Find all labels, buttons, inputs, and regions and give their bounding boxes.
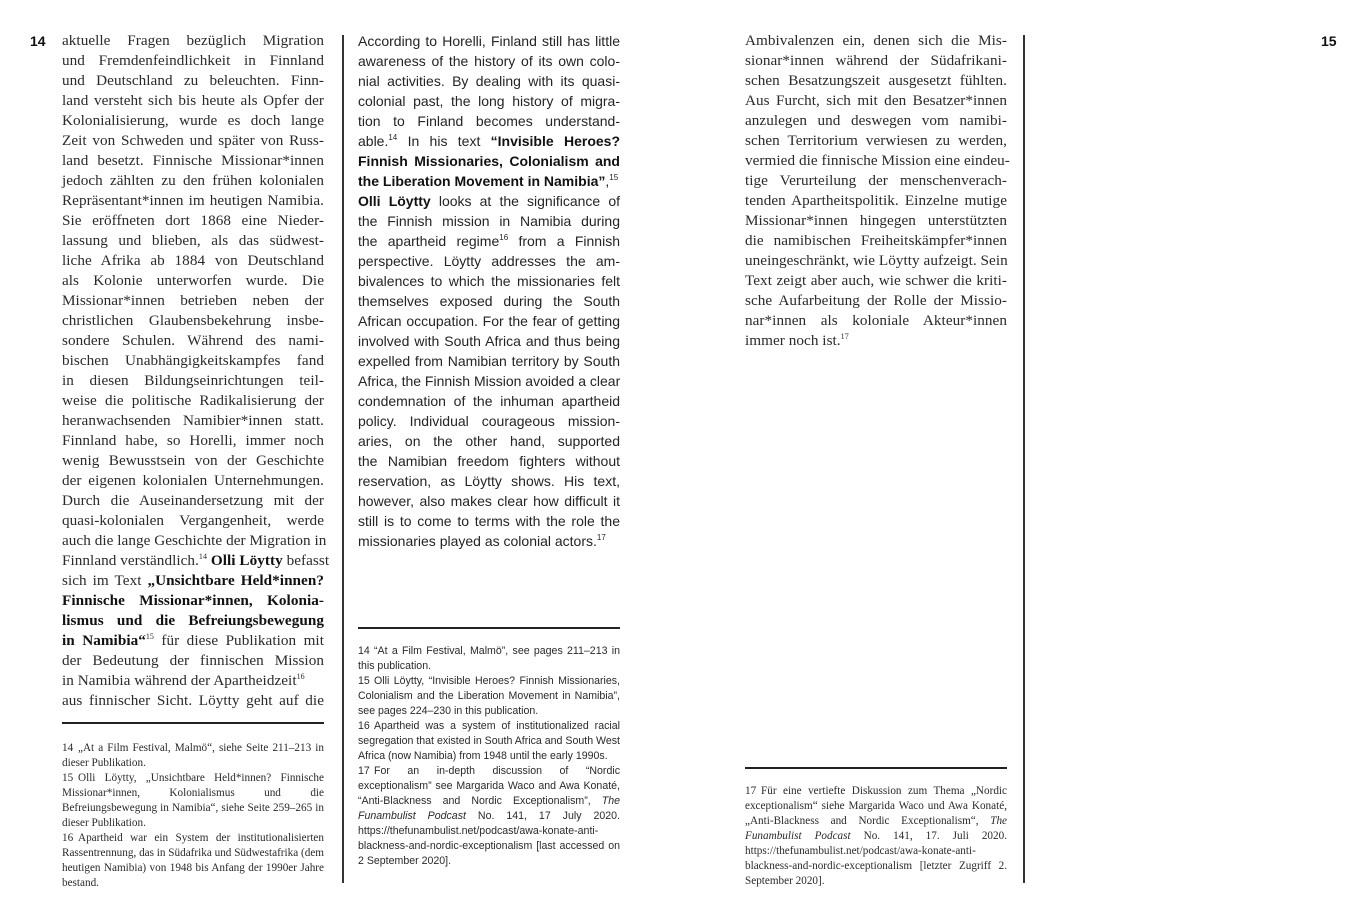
text-line: the apartheid regime$^{16}$ from a Finnish <box>358 233 620 249</box>
text-line: sondere Schulen. Während des nami- <box>62 332 324 349</box>
text-line: aktuelle Fragen bezüglich Migration <box>62 32 324 49</box>
text-line: Missionar*innen betrieben neben der <box>62 292 324 309</box>
text-line: Zeit von Schweden und später von Russ- <box>62 132 324 149</box>
author-name: Olli Löytty <box>358 193 431 209</box>
footnote-ref[interactable]: 16 <box>296 672 305 681</box>
text-line: christlichen Glaubensbekehrung insbe- <box>62 312 324 329</box>
page-number-right: 15 <box>1321 33 1337 49</box>
footnote-number: 14 <box>358 645 370 657</box>
text-line: bivalences to which the missionaries felt <box>358 273 620 289</box>
text-line: Aus Furcht, sich mit den Besatzer*innen <box>745 92 1007 109</box>
footnote-number: 14 <box>62 742 74 754</box>
text-line: heranwachsenden Namibier*innen statt. <box>62 412 324 429</box>
text-line: expelled from Namibian territory by South <box>358 353 620 369</box>
text-line: aus finnischer Sicht. Löytty geht auf die <box>62 692 324 709</box>
footnote-text: “At a Film Festival, Malmö”, see pages 211–213 in this publication. <box>358 645 620 672</box>
text-line: themselves exposed during the South <box>358 293 620 309</box>
english-body-column <box>358 31 620 551</box>
text-line: in Namibia während der Apartheidzeit$^{16}$ <box>62 672 305 689</box>
footnote-ref[interactable]: 17 <box>840 332 849 341</box>
text-line: jedoch zählten zu den frühen kolonialen <box>62 172 324 189</box>
text-line: Kolonialisierung, wurde es doch lange <box>62 112 324 129</box>
text-line: however, also makes clear how difficult it <box>358 493 620 509</box>
footnote <box>358 674 620 719</box>
text-line: sche Aufarbeitung der Rolle der Missio- <box>745 292 1007 309</box>
footnote-number: 16 <box>62 832 74 844</box>
text-line: als Kolonie unterworfen wurde. Die <box>62 272 324 289</box>
text-line: Finnland verständlich.$^{14}$ Olli Löytty befasst <box>62 552 330 569</box>
article-title: in Namibia“ <box>62 632 146 649</box>
footnote <box>745 784 1007 889</box>
column-divider <box>1023 35 1025 883</box>
footnotes-german-right <box>745 784 1007 889</box>
article-title: lismus und die Befreiungsbewegung <box>62 612 324 629</box>
text-line: sionar*innen während der Südafrikani- <box>745 52 1007 69</box>
text-line: Finnland habe, so Horelli, immer noch <box>62 432 324 449</box>
text-line: lassung und blieben, als das südwest- <box>62 232 324 249</box>
text-line <box>62 591 324 611</box>
footnotes-english <box>358 644 620 869</box>
text-line: Missionar*innen hingegen unterstützten <box>745 212 1007 229</box>
text-line: land versteht sich bis heute als Opfer der <box>62 92 324 109</box>
text-line: auch die lange Geschichte der Migration in <box>62 532 327 549</box>
text-line: Olli Löytty looks at the significance of <box>358 193 620 209</box>
text-line: vermied die finnische Mission eine eindeu- <box>745 152 1010 169</box>
text-line: der eigenen kolonialen Unternehmungen. <box>62 472 324 489</box>
footnote <box>358 764 620 869</box>
footnote-number: 16 <box>358 720 370 732</box>
footnote-text: Apartheid war ein System der institutionalisierten Rassentrennung, das in Südafrika und Südwestafrika (dem heutigen Namibia) von 1948 bis Anfang der 1990er Jahre bestand. <box>62 832 324 889</box>
german-body-column-right <box>745 31 1010 351</box>
text-line: in Namibia“$^{15}$ für diese Publikation mit <box>62 632 324 649</box>
footnote-divider <box>745 767 1007 769</box>
footnote-number: 17 <box>358 765 370 777</box>
text-line: liche Afrika ab 1884 von Deutschland <box>62 252 324 269</box>
text-line: missionaries played as colonial actors.$^{17}$ <box>358 533 606 549</box>
text-line: colonial past, the long history of migra- <box>358 93 620 109</box>
footnote <box>62 771 324 831</box>
text-line: the Liberation Movement in Namibia”,$^{15}$ <box>358 173 619 189</box>
text-line: tion to Finland becomes understand- <box>358 113 620 129</box>
text-line: Durch die Auseinandersetzung mit der <box>62 492 324 509</box>
footnote-text: No. 141, 17 July 2020. https://thefunambulist.net/podcast/awa-konate-anti-blackness-and-nordic-exceptionalism [last accessed on 2 September 2020]. <box>358 810 620 867</box>
article-title: „Unsichtbare Held*innen? <box>147 572 324 589</box>
text-line: Sie eröffneten dort 1868 eine Nieder- <box>62 212 324 229</box>
footnotes-german-left <box>62 741 324 891</box>
text-line: in diesen Bildungseinrichtungen teil- <box>62 372 324 389</box>
footnote-text: „At a Film Festival, Malmö“, siehe Seite 211–213 in dieser Publikation. <box>62 742 324 769</box>
footnote-ref[interactable]: 16 <box>499 233 509 242</box>
text-line <box>358 151 620 171</box>
text-line <box>62 611 324 631</box>
text-line: die namibischen Freiheitskämpfer*innen <box>745 232 1007 249</box>
text-line: According to Horelli, Finland still has little <box>358 33 620 49</box>
text-line: schen Besatzungszeit ausgesetzt fühlten. <box>745 72 1007 89</box>
footnote-divider <box>358 627 620 629</box>
publication-title: The Funambulist Podcast <box>745 815 1007 842</box>
text-line: tenden Apartheitspolitik. Einzelne mutige <box>745 192 1007 209</box>
footnote-text: Apartheid was a system of institutionalized racial segregation that existed in South Africa and South West Africa (now Namibia) from 1948 until the early 1990s. <box>358 720 620 762</box>
text-line: policy. Individual courageous mission- <box>358 413 620 429</box>
text-line: der Bedeutung der finnischen Mission <box>62 652 324 669</box>
footnote-number: 15 <box>62 772 74 784</box>
footnote-text: For an in-depth discussion of “Nordic exceptionalism” see Margarida Waco and Awa Konaté, “Anti-Blackness and Nordic Exceptionalism”, <box>358 765 620 807</box>
text-line: Text zeigt aber auch, wie schwer die kriti- <box>745 272 1007 289</box>
text-line: uneingeschränkt, wie Löytty aufzeigt. Sein <box>745 252 1008 269</box>
publication-title: The Funambulist Podcast <box>358 795 620 822</box>
text-line: reservation, as Löytty shows. His text, <box>358 473 620 489</box>
article-title: the Liberation Movement in Namibia” <box>358 173 606 189</box>
text-line: the Namibian freedom fighters without <box>358 453 620 469</box>
text-line: Ambivalenzen ein, denen sich die Mis- <box>745 32 1007 49</box>
text-line: Repräsentant*innen im heutigen Namibia. <box>62 192 324 209</box>
text-line: wenig Bewusstsein von der Geschichte <box>62 452 324 469</box>
footnote-text: No. 141, 17. Juli 2020. https://thefunambulist.net/podcast/awa-konate-anti-blackness-and-nordic-exceptionalism [letzter Zugriff 2. September 2020]. <box>745 830 1007 887</box>
text-line: und Deutschland zu beleuchten. Finn- <box>62 72 324 89</box>
text-line: nial activities. By dealing with its quasi- <box>358 73 620 89</box>
footnote <box>358 719 620 764</box>
footnote-ref[interactable]: 15 <box>145 632 154 641</box>
footnote-text: Olli Löytty, “Invisible Heroes? Finnish Missionaries, Colonialism and the Liberation Movement in Namibia”, see pages 224–230 in this publication. <box>358 675 620 717</box>
text-line: the Finnish mission in Namibia during <box>358 213 620 229</box>
text-line: perspective. Löytty addresses the am- <box>358 253 620 269</box>
text-line: involved with South Africa and thus being <box>358 333 620 349</box>
german-body-column-left <box>62 31 330 711</box>
footnote-number: 15 <box>358 675 370 687</box>
text-line: able.$^{14}$ In his text “Invisible Heroes? <box>358 133 620 149</box>
text-line: awareness of the history of its own colo- <box>358 53 620 69</box>
footnote-text: Für eine vertiefte Diskussion zum Thema „Nordic exceptionalism“ siehe Margarida Waco und Awa Konaté, „Anti-Blackness and Nordic Exceptionalism“, <box>745 785 1007 827</box>
article-title: Finnische Missionar*innen, Kolonia- <box>62 592 324 609</box>
text-line: land besetzt. Finnische Missionar*innen <box>62 152 324 169</box>
text-line: still is to come to terms with the role the <box>358 513 620 529</box>
text-line: immer noch ist.$^{17}$ <box>745 332 849 349</box>
text-line: tige Verurteilung der menschenverach- <box>745 172 1007 189</box>
text-line: Africa, the Finnish Mission avoided a clear <box>358 373 621 389</box>
text-line: und Fremdenfeindlichkeit in Finnland <box>62 52 324 69</box>
text-line: nar*innen als koloniale Akteur*innen <box>745 312 1007 329</box>
footnote <box>62 831 324 891</box>
footnote <box>358 644 620 674</box>
text-line: quasi-kolonialen Vergangenheit, werde <box>62 512 324 529</box>
text-line: schen Territorium verwiesen zu werden, <box>745 132 1007 149</box>
footnote <box>62 741 324 771</box>
text-line: sich im Text „Unsichtbare Held*innen? <box>62 572 324 589</box>
text-line: African occupation. For the fear of getting <box>358 313 620 329</box>
text-line: bischen Unabhängigkeitskampfes fand <box>62 352 324 369</box>
author-name: Olli Löytty <box>207 552 283 569</box>
column-divider <box>342 35 344 883</box>
footnote-ref[interactable]: 14 <box>388 133 398 142</box>
footnote-text: Olli Löytty, „Unsichtbare Held*innen? Finnische Missionar*innen, Kolonialismus und die Befreiungsbewegung in Namibia“, siehe Seite 259–265 in dieser Publikation. <box>62 772 324 829</box>
footnote-ref[interactable]: 17 <box>596 533 606 542</box>
footnote-number: 17 <box>745 785 757 797</box>
footnote-divider <box>62 722 324 724</box>
page-number-left: 14 <box>30 33 46 49</box>
footnote-ref[interactable]: 14 <box>198 552 208 561</box>
article-title: Finnish Missionaries, Colonialism and <box>358 153 620 169</box>
text-line: anzulegen und deswegen vom namibi- <box>745 112 1007 129</box>
article-title: “Invisible Heroes? <box>490 133 620 149</box>
text-line: aries, on the other hand, supported <box>358 433 620 449</box>
footnote-ref[interactable]: 15 <box>609 173 619 182</box>
text-line: weise die politische Radikalisierung der <box>62 392 324 409</box>
text-line: condemnation of the inhuman apartheid <box>358 393 620 409</box>
